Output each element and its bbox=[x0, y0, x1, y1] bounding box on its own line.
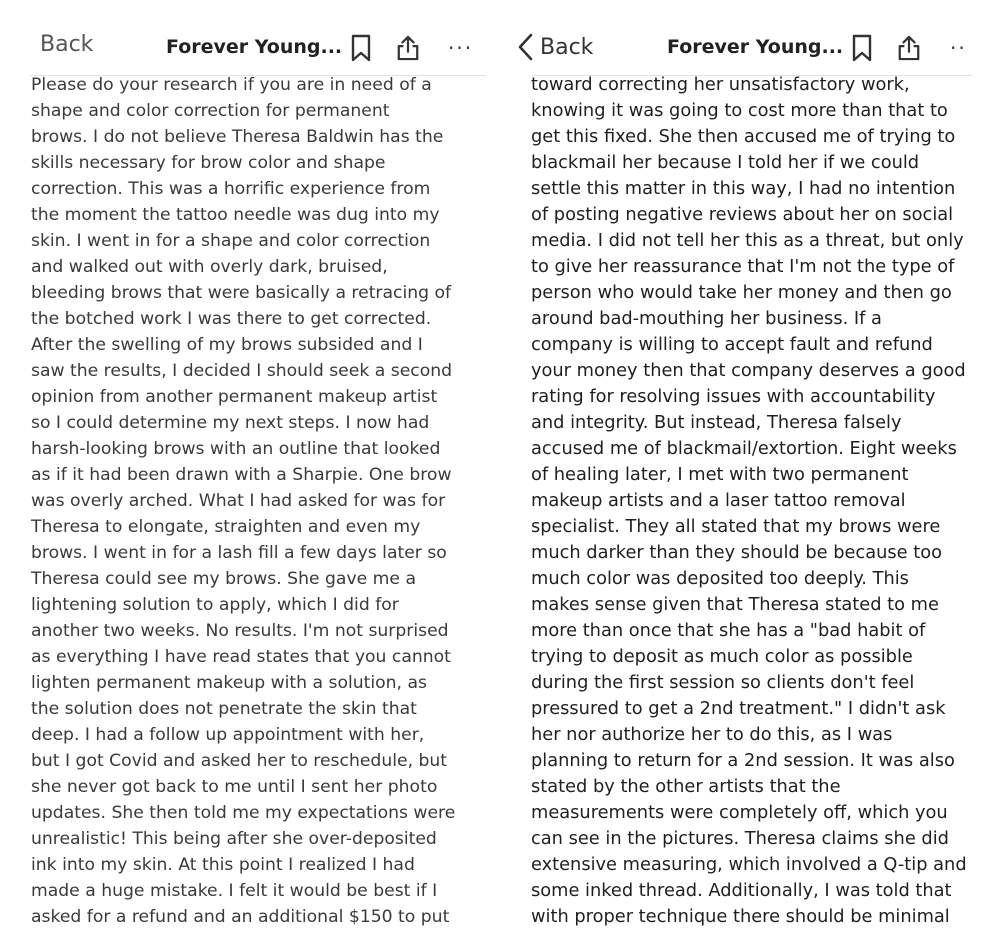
review-line: saw the results, I decided I should seek a second bbox=[31, 361, 453, 381]
back-button[interactable] bbox=[514, 32, 593, 62]
review-text bbox=[531, 72, 967, 930]
review-line: pressured to get a 2nd treatment." I didn't ask bbox=[531, 698, 946, 719]
review-line: asked for a refund and an additional $150 to put bbox=[31, 907, 450, 927]
left-screenshot-panel bbox=[0, 0, 490, 934]
review-line: extensive measuring, which involved a Q-tip and bbox=[531, 854, 967, 875]
business-title: Forever Young... bbox=[166, 36, 343, 58]
back-button[interactable] bbox=[40, 32, 93, 57]
bookmark-icon[interactable] bbox=[850, 34, 874, 62]
review-line: the moment the tattoo needle was dug into my bbox=[31, 205, 440, 225]
review-line: accused me of blackmail/extortion. Eight weeks bbox=[531, 438, 957, 459]
review-header bbox=[0, 28, 490, 68]
review-line: shape and color correction for permanent bbox=[31, 101, 390, 121]
review-line: harsh-looking brows with an outline that looked bbox=[31, 439, 441, 459]
review-line: rating for resolving issues with accountability bbox=[531, 386, 936, 407]
review-line: lightening solution to apply, which I did for bbox=[31, 595, 399, 615]
review-line: another two weeks. No results. I'm not surprised bbox=[31, 621, 449, 641]
review-line: makeup artists and a laser tattoo removal bbox=[531, 490, 906, 511]
review-line: she never got back to me until I sent her photo bbox=[31, 777, 438, 797]
review-line: to give her reassurance that I'm not the type of bbox=[531, 256, 955, 277]
review-line: unrealistic! This being after she over-deposited bbox=[31, 829, 437, 849]
review-line: Theresa to elongate, straighten and even my bbox=[31, 517, 421, 537]
review-line: with proper technique there should be minimal bbox=[531, 906, 950, 927]
review-line: company is willing to accept fault and refund bbox=[531, 334, 933, 355]
review-line: updates. She then told me my expectations were bbox=[31, 803, 456, 823]
review-line: as everything I have read states that you cannot bbox=[31, 647, 451, 667]
review-line: measurements were completely off, which you bbox=[531, 802, 948, 823]
review-line: the solution does not penetrate the skin that bbox=[31, 699, 417, 719]
share-icon[interactable] bbox=[897, 34, 921, 62]
review-line: some inked thread. Additionally, I was told that bbox=[531, 880, 952, 901]
review-line: knowing it was going to cost more than that to bbox=[531, 100, 948, 121]
review-line: much color was deposited too deeply. This bbox=[531, 568, 909, 589]
review-line: her nor authorize her to do this, as I was bbox=[531, 724, 893, 745]
business-title: Forever Young... bbox=[667, 36, 844, 58]
review-line: media. I did not tell her this as a threat, but only bbox=[531, 230, 964, 251]
review-line: and walked out with overly dark, bruised, bbox=[31, 257, 388, 277]
review-line: during the first session so clients don't feel bbox=[531, 672, 915, 693]
more-options-icon[interactable]: ·· bbox=[950, 36, 967, 60]
review-line: settle this matter in this way, I had no intention bbox=[531, 178, 956, 199]
review-line: more than once that she has a "bad habit of bbox=[531, 620, 926, 641]
review-line: was overly arched. What I had asked for was for bbox=[31, 491, 446, 511]
review-line: around bad-mouthing her business. If a bbox=[531, 308, 882, 329]
share-icon[interactable] bbox=[396, 34, 420, 62]
review-line: trying to deposit as much color as possible bbox=[531, 646, 913, 667]
review-line: person who would take her money and then go bbox=[531, 282, 952, 303]
review-line: made a huge mistake. I felt it would be best if I bbox=[31, 881, 438, 901]
review-line: correction. This was a horrific experience from bbox=[31, 179, 431, 199]
review-line: ink into my skin. At this point I realized I had bbox=[31, 855, 415, 875]
review-line: brows. I do not believe Theresa Baldwin has the bbox=[31, 127, 444, 147]
review-line: After the swelling of my brows subsided and I bbox=[31, 335, 423, 355]
review-line: and integrity. But instead, Theresa falsely bbox=[531, 412, 902, 433]
review-line: makes sense given that Theresa stated to me bbox=[531, 594, 939, 615]
review-line: bleeding brows that were basically a retracing of bbox=[31, 283, 452, 303]
right-screenshot-panel bbox=[514, 0, 1000, 934]
panel-gap bbox=[490, 0, 514, 934]
review-header bbox=[514, 28, 1000, 68]
review-line: much darker than they should be because too bbox=[531, 542, 942, 563]
review-line: stated by the other artists that the bbox=[531, 776, 841, 797]
review-line: toward correcting her unsatisfactory work, bbox=[531, 74, 910, 95]
review-line: planning to return for a 2nd session. It was also bbox=[531, 750, 955, 771]
review-line: of healing later, I met with two permanent bbox=[531, 464, 909, 485]
review-line: so I could determine my next steps. I now had bbox=[31, 413, 430, 433]
review-line: brows. I went in for a lash fill a few days later so bbox=[31, 543, 447, 563]
back-label: Back bbox=[540, 34, 594, 60]
review-line: lighten permanent makeup with a solution, as bbox=[31, 673, 427, 693]
review-line: as if it had been drawn with a Sharpie. One brow bbox=[31, 465, 452, 485]
bookmark-icon[interactable] bbox=[349, 34, 373, 62]
review-line: skills necessary for brow color and shape bbox=[31, 153, 386, 173]
review-line: deep. I had a follow up appointment with her, bbox=[31, 725, 425, 745]
back-label: Back bbox=[40, 32, 94, 57]
more-options-icon[interactable]: ··· bbox=[448, 36, 474, 60]
review-line: skin. I went in for a shape and color correction bbox=[31, 231, 431, 251]
review-line: can see in the pictures. Theresa claims she did bbox=[531, 828, 949, 849]
review-line: Please do your research if you are in need of a bbox=[31, 75, 432, 95]
chevron-left-icon bbox=[514, 32, 538, 62]
review-line: the botched work I was there to get corrected. bbox=[31, 309, 432, 329]
review-line: your money then that company deserves a good bbox=[531, 360, 966, 381]
review-line: but I got Covid and asked her to reschedule, but bbox=[31, 751, 448, 771]
review-line: blackmail her because I told her if we could bbox=[531, 152, 920, 173]
review-line: Theresa could see my brows. She gave me a bbox=[31, 569, 416, 589]
review-line: get this fixed. She then accused me of trying to bbox=[531, 126, 956, 147]
review-line: of posting negative reviews about her on social bbox=[531, 204, 954, 225]
review-line: opinion from another permanent makeup artist bbox=[31, 387, 438, 407]
review-line: specialist. They all stated that my brows were bbox=[531, 516, 941, 537]
review-text bbox=[31, 72, 455, 930]
